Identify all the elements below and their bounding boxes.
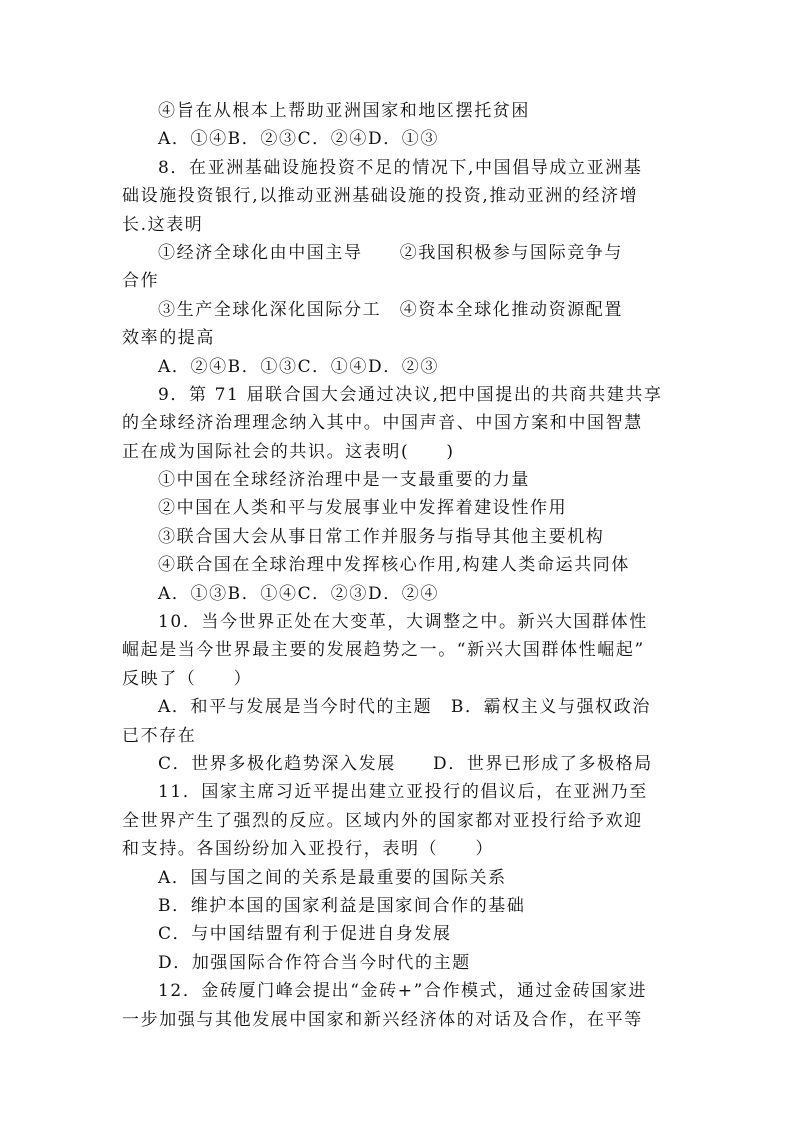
q10-options-a-b: A．和平与发展是当今时代的主题 B．霸权主义与强权政治 <box>158 697 651 718</box>
q8-stem-line-2: 础设施投资银行,以推动亚洲基础设施的投资,推动亚洲的经济增 <box>122 186 639 207</box>
q10-options-a-b-cont: 已不存在 <box>122 725 197 746</box>
q9-option-1: ①中国在全球经济治理中是一支最重要的力量 <box>158 470 530 491</box>
q11-option-c: C．与中国结盟有利于促进自身发展 <box>158 924 452 945</box>
q8-options-1-2: ①经济全球化由中国主导 ②我国积极参与国际竞争与 <box>158 242 623 263</box>
q8-options-3-4: ③生产全球化深化国际分工 ④资本全球化推动资源配置 <box>158 299 623 320</box>
q11-stem-line-2: 全世界产生了强烈的反应。区域内外的国家都对亚投行给予欢迎 <box>122 810 643 831</box>
q8-answer-choices: A．②④B．①③C．①④D．②③ <box>158 356 440 377</box>
q10-stem-line-1: 10．当今世界正处在大变革，大调整之中。新兴大国群体性 <box>158 612 648 633</box>
q10-stem-line-2: 崛起是当今世界最主要的发展趋势之一。“新兴大国群体性崛起” <box>122 640 645 661</box>
q10-stem-line-3: 反映了（ ） <box>122 668 253 689</box>
q9-answer-choices: A．①③B．①④C．②③D．②④ <box>158 583 440 604</box>
q9-stem-line-3: 正在成为国际社会的共识。这表明( ) <box>122 441 455 462</box>
q7-answer-choices: A．①④B．②③C．②④D．①③ <box>158 129 440 150</box>
q9-option-2: ②中国在人类和平与发展事业中发挥着建设性作用 <box>158 498 568 519</box>
q8-options-3-4-cont: 效率的提高 <box>122 328 215 349</box>
q8-options-1-2-cont: 合作 <box>122 271 160 292</box>
q11-option-a: A．国与国之间的关系是最重要的国际关系 <box>158 867 507 888</box>
q11-option-d: D．加强国际合作符合当今时代的主题 <box>158 952 471 973</box>
q7-option-4: ④旨在从根本上帮助亚洲国家和地区摆托贫困 <box>158 101 530 121</box>
q12-stem-line-2: 一步加强与其他发展中国家和新兴经济体的对话及合作，在平等 <box>122 1009 643 1030</box>
q11-stem-line-3: 和支持。各国纷纷加入亚投行，表明（ ） <box>122 839 494 860</box>
q9-stem-line-1: 9．第 71 届联合国大会通过决议,把中国提出的共商共建共享 <box>158 384 663 405</box>
q9-option-4: ④联合国在全球治理中发挥核心作用,构建人类命运共同体 <box>158 555 631 576</box>
q12-stem-line-1: 12．金砖厦门峰会提出“金砖+”合作模式，通过金砖国家进 <box>158 981 648 1002</box>
q8-stem-line-1: 8．在亚洲基础设施投资不足的情况下,中国倡导成立亚洲基 <box>158 157 643 178</box>
q8-stem-line-3: 长.这表明 <box>122 214 204 235</box>
q10-options-c-d: C．世界多极化趋势深入发展 D．世界已形成了多极格局 <box>158 753 653 774</box>
q9-stem-line-2: 的全球经济治理理念纳入其中。中国声音、中国方案和中国智慧 <box>122 413 643 434</box>
q11-option-b: B．维护本国的国家利益是国家间合作的基础 <box>158 895 526 916</box>
q9-option-3: ③联合国大会从事日常工作并服务与指导其他主要机构 <box>158 526 605 547</box>
q11-stem-line-1: 11．国家主席习近平提出建立亚投行的倡议后，在亚洲乃至 <box>158 782 648 803</box>
question-text-block <box>122 97 674 1034</box>
